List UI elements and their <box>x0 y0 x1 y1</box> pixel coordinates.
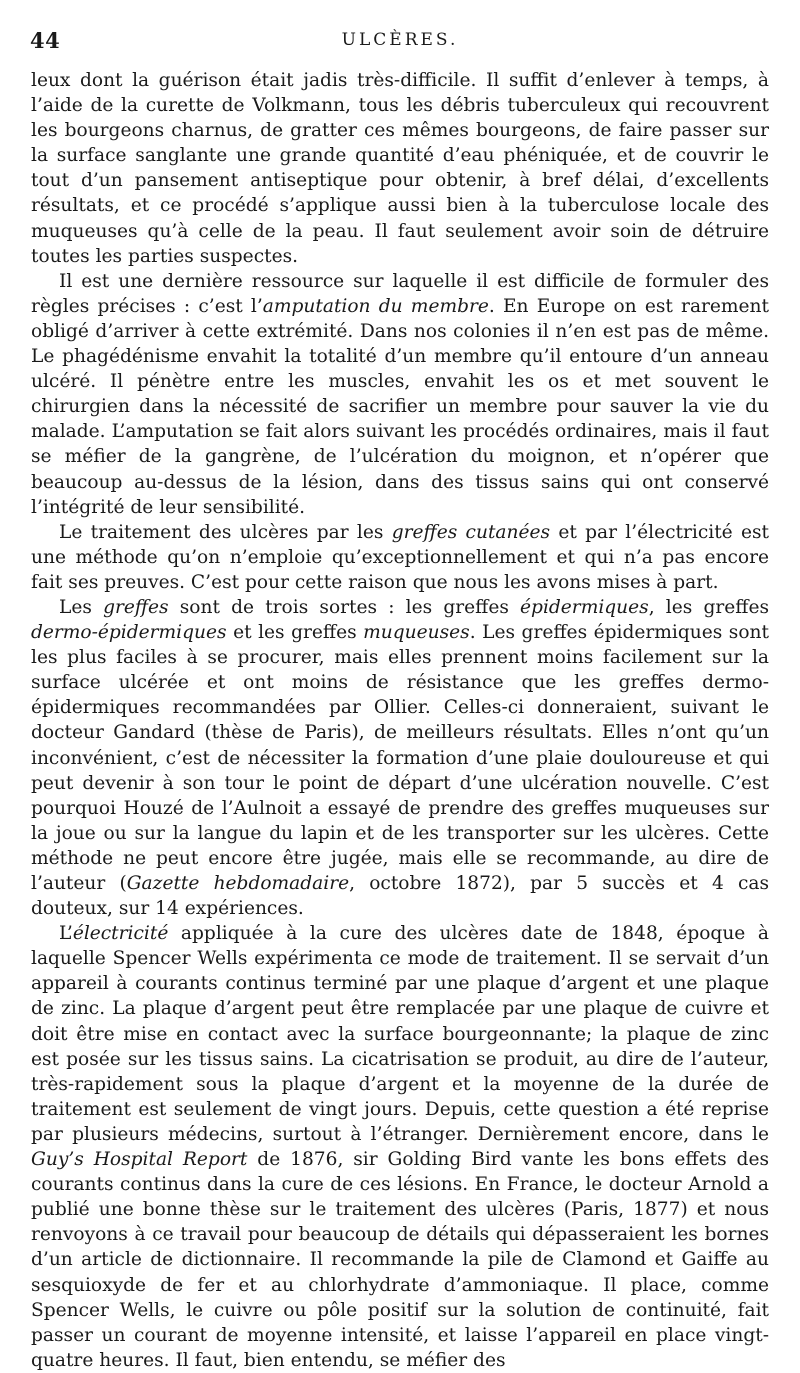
text-run: appliquée à la cure des ulcères date de 1848, époque à laquelle Spencer Wells expérimenta ce mode de traitement. Il se servait d’un appareil à courants continus terminé par une plaque d’argent et une plaque de zinc. La plaque d’argent peut être remplacée par une plaque de cuivre et doit être mise en contact avec la surface bourgeonnante; la plaque de zinc est posée sur les tissus sains. La cicatrisation se produit, au dire de l’auteur, très-rapidement sous la plaque d’argent et la moyenne de la durée de traitement est seulement de vingt jours. Depuis, cette question a été reprise par plusieurs médecins, surtout à l’étranger. Dernièrement encore, dans le <box>31 923 769 1145</box>
body-text <box>31 68 769 1373</box>
text-run: et les greffes <box>226 622 364 644</box>
italic-text-run: épidermiques <box>520 596 649 618</box>
italic-text-run: amputation du membre <box>262 295 489 317</box>
text-run: Les <box>59 596 104 618</box>
text-run: , octobre 1872), par 5 succès et 4 cas douteux, sur 14 expériences. <box>31 873 769 920</box>
italic-text-run: Gazette hebdomadaire <box>126 873 350 894</box>
text-run: Le traitement des ulcères par les <box>59 521 392 543</box>
italic-text-run: greffes <box>103 596 169 618</box>
running-head: ULCÈRES. <box>341 30 459 50</box>
italic-text-run: greffes cutanées <box>391 521 551 543</box>
paragraph <box>31 269 769 520</box>
text-run: , les greffes <box>648 596 769 618</box>
text-run: sont de trois sortes : les greffes <box>168 596 521 618</box>
text-run: L’ <box>59 923 73 945</box>
italic-text-run: dermo-épidermiques <box>31 622 227 644</box>
italic-text-run: électricité <box>72 923 169 945</box>
text-run: Il est une dernière ressource sur laquelle il est difficile de formuler des règles précises : c’est l’ <box>31 270 769 317</box>
paragraph <box>31 921 769 1373</box>
text-run: leux dont la guérison était jadis très-difficile. Il suffit d’enlever à temps, à l’aide de la curette de Volkmann, tous les débris tuberculeux qui recouvrent les bourgeons charnus, de gratter ces mêmes bourgeons, de faire passer sur la surface sanglante une grande quantité d’eau phéniquée, et de couvrir le tout d’un pansement antiseptique pour obtenir, à bref délai, d’excellents résultats, et ce procédé s’applique aussi bien à la tuberculose locale des muqueuses qu’à celle de la peau. Il faut seulement avoir soin de détruire toutes les parties suspectes. <box>31 70 769 267</box>
paragraph <box>31 68 769 269</box>
paragraph <box>31 595 769 921</box>
italic-text-run: muqueuses <box>363 622 470 644</box>
italic-text-run: Guy’s Hospital Report <box>31 1149 248 1171</box>
page-header <box>30 28 770 56</box>
text-run: . En Europe on est rarement obligé d’arriver à cette extrémité. Dans nos colonies il n’en est pas de même. Le phagédénisme envahit la totalité d’un membre qu’il entoure d’un anneau ulcéré. Il pénètre entre les muscles, envahit les os et met souvent le chirurgien dans la nécessité de sacrifier un membre pour sauver la vie du malade. L’amputation se fait alors suivant les procédés ordinaires, mais il faut se méfier de la gangrène, de l’ulcération du moignon, et n’opérer que beaucoup au-dessus de la lésion, dans des tissus sains qui ont conservé l’intégrité de leur sensibilité. <box>31 295 770 518</box>
text-run: de 1876, sir Golding Bird vante les bons effets des courants continus dans la cure de ces lésions. En France, le docteur Arnold a publié une bonne thèse sur le traitement des ulcères (Paris, 1877) et nous renvoyons à ce travail pour beaucoup de détails qui dépasseraient les bornes d’un article de dictionnaire. Il recommande la pile de Clamond et Gaiffe au sesquioxyde de fer et au chlorhydrate d’ammoniaque. Il place, comme Spencer Wells, le cuivre ou pôle positif sur la solution de continuité, fait passer un courant de moyenne intensité, et laisse l’appareil en place vingt-quatre heures. Il faut, bien entendu, se méfier des <box>31 1149 769 1371</box>
paragraph <box>31 520 769 595</box>
page-number: 44 <box>30 28 61 53</box>
text-run: et par l’électricité est une méthode qu’on n’emploie qu’exceptionnellement et qui n’a pas encore fait ses preuves. C’est pour cette raison que nous les avons mises à part. <box>31 521 769 593</box>
text-run: . Les greffes épidermiques sont les plus faciles à se procurer, mais elles prennent moins facilement sur la surface ulcérée et ont moins de résistance que les greffes dermo-épidermiques recommandées par Ollier. Celles-ci donneraient, suivant le docteur Gandard (thèse de Paris), de meilleurs résultats. Elles n’ont qu’un inconvénient, c’est de nécessiter la formation d’une plaie douloureuse et qui peut devenir à son tour le point de départ d’une ulcération nouvelle. C’est pourquoi Houzé de l’Aulnoit a essayé de prendre des greffes muqueuses sur la joue ou sur la langue du lapin et de les transporter sur les ulcères. Cette méthode ne peut encore être jugée, mais elle se recommande, au dire de l’auteur ( <box>31 622 769 894</box>
